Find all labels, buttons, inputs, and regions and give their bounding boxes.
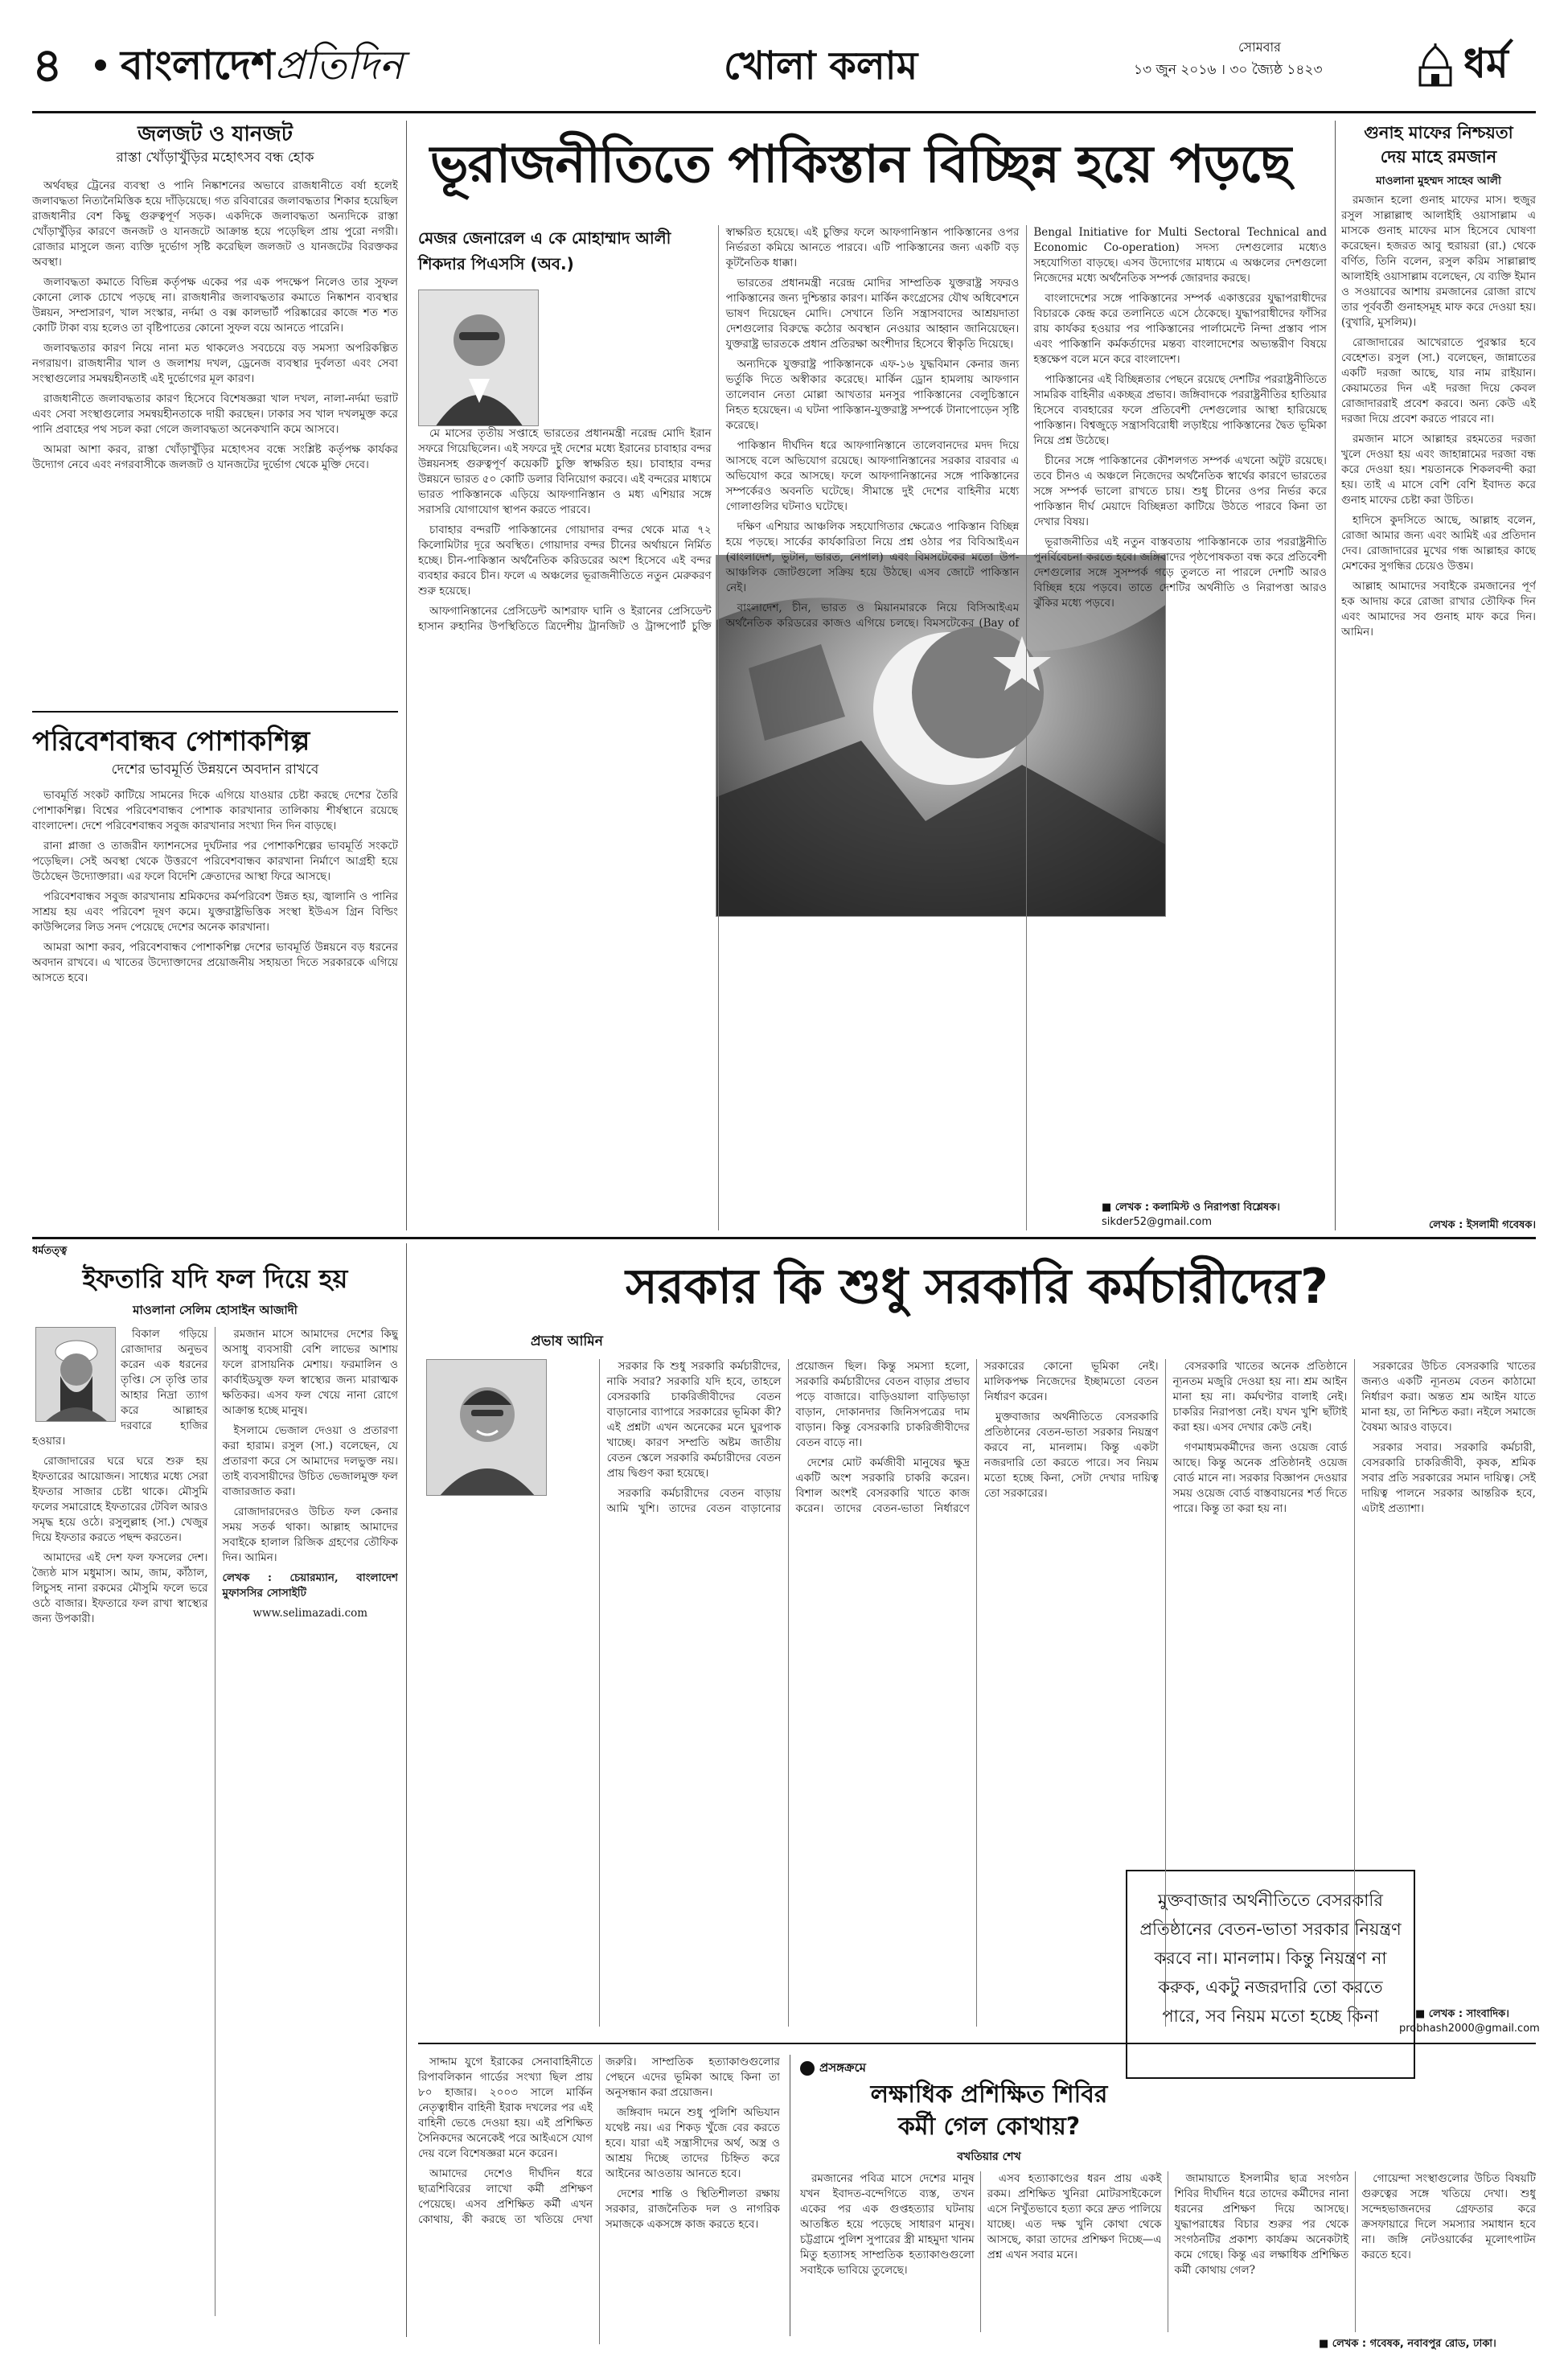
title-line: দেয় মাহে রমজান [1380,147,1497,166]
paragraph: সরকারের উচিত বেসরকারি খাতের জন্যও একটি ন্যূনতম বেতন কাঠামো নির্ধারণ করা। অন্তত শ্রম আইন যাতে মানা হয়, তা নিশ্চিত করা। নইলে সমাজে বৈষম্য আরও বাড়বে। [1361,1360,1536,1434]
masthead-rule [32,111,1536,113]
paragraph: জঙ্গিবাদ দমনে শুধু পুলিশি অভিযান যথেষ্ট নয়। এর শিকড় খুঁজে বের করতে হবে। যারা এই সন্ত্রাসীদের অর্থ, অস্ত্র ও আশ্রয় দিচ্ছে তাদের চিহ্নিত করে আইনের আওতায় আনতে হবে। [605,2106,780,2180]
mosque-icon [1415,43,1455,88]
paragraph: বেসরকারি খাতের অনেক প্রতিষ্ঠানে ন্যূনতম মজুরি দেওয়া হয় না। শ্রম আইন মানা হয় না। কর্মঘণ্টার বালাই নেই। চাকরির নিরাপত্তা নেই। যখন খুশি ছাঁটাই করা হয়। এসব দেখার কেউ নেই। [1172,1360,1348,1434]
headline-line: কর্মী গেল কোথায়? [897,2113,1081,2141]
paragraph: গণমাধ্যমকর্মীদের জন্য ওয়েজ বোর্ড আছে। কিন্তু অনেক প্রতিষ্ঠানই ওয়েজ বোর্ড মানে না। সরকার বিজ্ঞাপন দেওয়ার সময় ওয়েজ বোর্ড বাস্তবায়নের শর্ত দিতে পারে। কিন্তু তা করা হয় না। [1172,1441,1348,1515]
paragraph: আমাদের দেশেও দীর্ঘদিন ধরে ছাত্রশিবিরের লাখো কর্মী প্রশিক্ষণ পেয়েছে। এসব প্রশিক্ষিত কর্মী এখন কোথায়, কী করছে তা খতিয়ে দেখা জরুরি। সাম্প্রতিক হত্যাকাণ্ডগুলোর পেছনে এদের ভূমিকা আছে কিনা তা অনুসন্ধান করা প্রয়োজন। [418,2056,780,2226]
bottom-writer-tag: ■ লেখক : গবেষক, নবাবপুর রোড, ঢাকা। [1319,2338,1496,2350]
paragraph: রোজাদারের আখেরাতে পুরস্কার হবে বেহেশত। রসুল (সা.) বলেছেন, জান্নাতের একটি দরজা আছে, যার নাম রাইয়ান। কেয়ামতের দিন এই দরজা দিয়ে কেবল রোজাদাররাই প্রবেশ করবে। অন্য কেউ এই দরজা দিয়ে প্রবেশ করতে পারবে না। [1341,336,1536,425]
paragraph: আফগানিস্তানের প্রেসিডেন্ট আশরাফ ঘানি ও ইরানের প্রেসিডেন্ট হাসান রুহানির উপস্থিতিতে ত্রিদেশীয় ট্রানজিট ও ট্রান্সপোর্ট চুক্তি স্বাক্ষরিত হয়েছে। এই চুক্তির ফলে আফগানিস্তান পাকিস্তানের ওপর নির্ভরতা কমিয়ে আনতে পারবে। এটি পাকিস্তানের জন্য একটি বড় কূটনৈতিক ধাক্কা। [418,226,1020,633]
religious-article-author: মাওলানা মুহম্মদ সাহেব আলী [1376,175,1501,187]
bullet-dot [95,60,106,71]
religion-section-title: ধর্ম [1463,40,1508,87]
section-title: খোলা কলাম [724,43,918,88]
paragraph: বাংলাদেশের সঙ্গে পাকিস্তানের সম্পর্ক একাত্তরের যুদ্ধাপরাধীদের বিচারকে কেন্দ্র করে তলানিতে এসে ঠেকেছে। যুদ্ধাপরাধীদের ফাঁসির রায় কার্যকর হওয়ার পর পাকিস্তানের পার্লামেন্টে নিন্দা প্রস্তাব পাস এবং পাকিস্তানি কর্মকর্তাদের মন্তব্য বাংলাদেশের অভ্যন্তরীণ বিষয়ে হস্তক্ষেপ বলে মনে করে বাংলাদেশ। [1033,292,1327,366]
masthead [32,32,1536,105]
paragraph: রোজাদারদেরও উচিত ফল কেনার সময় সতর্ক থাকা। আল্লাহ আমাদের সবাইকে হালাল রিজিক গ্রহণের তৌফিক দিন। আমিন। [222,1505,398,1564]
paragraph: ভারতের প্রধানমন্ত্রী নরেন্দ্র মোদির সাম্প্রতিক যুক্তরাষ্ট্র সফরও পাকিস্তানের জন্য দুশ্চিন্তার কারণ। মার্কিন কংগ্রেসের যৌথ অধিবেশনে ভাষণ দিয়েছেন মোদি। সেখানে তিনি সন্ত্রাসবাদের আশ্রয়দাতা দেশগুলোর বিরুদ্ধে কঠোর অবস্থান নেওয়ার আহ্বান জানিয়েছেন। যুক্তরাষ্ট্র ভারতকে প্রধান প্রতিরক্ষা অংশীদার হিসেবে স্বীকৃতি দিয়েছে। [725,277,1020,351]
paragraph: গোয়েন্দা সংস্থাগুলোর উচিত বিষয়টি গুরুত্বের সঙ্গে খতিয়ে দেখা। শুধু সন্দেহভাজনদের গ্রেফতার করে ক্রসফায়ারে দিলে সমস্যার সমাধান হবে না। জঙ্গি নেটওয়ার্কের মূলোৎপাটন করতে হবে। [1361,2172,1536,2261]
paragraph: অন্যদিকে যুক্তরাষ্ট্র পাকিস্তানকে এফ-১৬ যুদ্ধবিমান কেনার জন্য ভর্তুকি দিতে অস্বীকার করেছে। মার্কিন ড্রোন হামলায় আফগান তালেবান নেতা মোল্লা আখতার মনসুর পাকিস্তানের বেলুচিস্তানে নিহত হয়েছেন। এ ঘটনা পাকিস্তান-যুক্তরাষ্ট্র সম্পর্কে টানাপোড়েন সৃষ্টি করেছে। [725,358,1020,432]
paragraph: আমরা আশা করব, পরিবেশবান্ধব পোশাকশিল্প দেশের ভাবমূর্তি উন্নয়নে বড় ধরনের অবদান রাখবে। এ খাতের উদ্যোক্তাদের প্রয়োজনীয় সহায়তা দিতে সরকারকে এগিয়ে আসতে হবে। [32,941,398,984]
editorial-title: জলজট ও যানজট [138,122,293,146]
paragraph: রোজাদারের ঘরে ঘরে শুরু হয় ইফতারের আয়োজন। সাধ্যের মধ্যে সেরা ইফতার সাজার চেষ্টা থাকে। মৌসুমি ফলের সমারোহে ইফতারের টেবিল আরও সমৃদ্ধ হয়ে ওঠে। রসুলুল্লাহ (সা.) খেজুর দিয়ে ইফতার করতে পছন্দ করতেন। [32,1455,208,1544]
second-writer-email[interactable]: probhash2000@gmail.com [1399,2023,1540,2035]
paragraph: রমজান হলো গুনাহ মাফের মাস। হুজুর রসুল সাল্লাল্লাহু আলাইহি ওয়াসাল্লাম এ মাসকে গুনাহ মাফের মাস হিসেবে ঘোষণা করেছেন। হজরত আবু হুরায়রা (রা.) থেকে বর্ণিত, তিনি বলেন, রসুল করিম সাল্লাল্লাহু আলাইহি ওয়াসাল্লাম বলেছেন, যে ব্যক্তি ইমান ও সওয়াবের আশায় রমজানের রোজা রাখে তার পূর্ববর্তী গুনাহসমূহ মাফ করে দেওয়া হয়। (বুখারি, মুসলিম)। [1341,194,1536,329]
editorial-subtitle: দেশের ভাবমূর্তি উন্নয়নে অবদান রাখবে [111,762,319,778]
paragraph: বিকাল গড়িয়ে রোজাদার অনুভব করেন এক ধরনের তৃপ্তি। সে তৃপ্তি তার আহার নিদ্রা ত্যাগ করে আল্লাহর দরবারে হাজির হওয়ার। [32,1328,208,1448]
lead-writer-tag: ■ লেখক : কলামিস্ট ও নিরাপত্তা বিশ্লেষক। [1102,1201,1280,1214]
paragraph: রমজান মাসে আল্লাহর রহমতের দরজা খুলে দেওয়া হয় এবং জাহান্নামের দরজা বন্ধ করে দেওয়া হয়। শয়তানকে শিকলবন্দী করা হয়। তাই এ মাসে বেশি বেশি ইবাদত করে গুনাহ মাফের চেষ্টা করা উচিত। [1341,433,1536,507]
paragraph: জামায়াতে ইসলামীর ছাত্র সংগঠন শিবির দীর্ঘদিন ধরে তাদের কর্মীদের নানা ধরনের প্রশিক্ষণ দিয়ে আসছে। যুদ্ধাপরাধের বিচার শুরুর পর থেকে সংগঠনটির প্রকাশ্য কার্যক্রম অনেকটাই কমে গেছে। কিন্তু এর লক্ষাধিক প্রশিক্ষিত কর্মী কোথায় গেল? [1174,2172,1349,2277]
issue-date: ১৩ জুন ২০১৬ । ৩০ জ্যৈষ্ঠ ১৪২৩ [1134,62,1323,78]
column-rule [406,1243,407,2337]
second-byline: প্রভাষ আমিন [531,1333,603,1349]
bottom-headline [800,2079,1178,2143]
editorial-jolojot-body [32,179,398,701]
divider [418,2043,1536,2044]
pull-quote-text: মুক্তবাজার অর্থনীতিতে বেসরকারি প্রতিষ্ঠানের বেতন-ভাতা সরকার নিয়ন্ত্রণ করবে না। মানলাম। কিন্তু নিয়ন্ত্রণ না করুক, একটু নজরদারি তো করতে পারে, সব নিয়ম মতো হচ্ছে কিনা [1139,1891,1402,2026]
paper-name-part2: প্রতিদিন [274,42,404,88]
paper-name [121,39,403,92]
paragraph: সাদ্দাম যুগে ইরাকের সেনাবাহিনীতে রিপাবলিকান গার্ডের সংখ্যা ছিল প্রায় ৮০ হাজার। ২০০৩ সালে মার্কিন নেতৃত্বাধীন বাহিনী ইরাক দখলের পর এই বাহিনী ভেঙে দেওয়া হয়। এই প্রশিক্ষিত সৈনিকদের অনেকেই পরে আইএসে যোগ দেয় বলে বিশেষজ্ঞরা মনে করেন। [418,2056,593,2160]
editorial-garments [32,724,398,780]
paragraph: আমাদের এই দেশ ফল ফসলের দেশ। জ্যৈষ্ঠ মাস মধুমাস। আম, জাম, কাঁঠাল, লিচুসহ নানা রকমের মৌসুমি ফলে ভরে ওঠে বাজার। ইফতারে ফল রাখা স্বাস্থ্যের জন্য উপকারী। [32,1551,208,1625]
context-tag [800,2059,866,2079]
religious-article-body [1341,193,1536,1214]
paragraph: দেশের শান্তি ও স্থিতিশীলতা রক্ষায় সরকার, রাজনৈতিক দল ও নাগরিক সমাজকে একসঙ্গে কাজ করতে হবে। [605,2187,780,2231]
bottom-left-body [418,2055,780,2344]
author-note: লেখক : চেয়ারম্যান, বাংলাদেশ মুফাসসির সোসাইটি [222,1571,398,1600]
paragraph: আমরা আশা করব, রাস্তা খোঁড়াখুঁড়ির মহোৎসব বন্ধে সংশ্লিষ্ট কর্তৃপক্ষ কার্যকর উদ্যোগ নেবে এবং নগরবাসীকে জলজট ও যানজটের দুর্ভোগ থেকে মুক্তি দেবে। [32,443,398,471]
photo-spacer [418,1359,593,1504]
paragraph: বাংলাদেশ, চীন, ভারত ও মিয়ানমারকে নিয়ে বিসিআইএম অর্থনৈতিক করিডরের কাজও এগিয়ে চলছে। বিমসটেকের (Bay of Bengal Initiative for Multi Sectoral Technical and Economic Co-operation) সদস্য দেশগুলোর মধ্যেও সহযোগিতা বাড়ছে। এসব উদ্যোগের মাধ্যমে এ অঞ্চলের দেশগুলো নিজেদের মধ্যে অর্থনৈতিক সম্পর্ক জোরদার করছে। [725,226,1327,630]
bottom-article-body [800,2171,1536,2332]
paragraph: হাদিসে কুদসিতে আছে, আল্লাহ বলেন, রোজা আমার জন্য এবং আমিই এর প্রতিদান দেব। রোজাদারের মুখের গন্ধ আল্লাহর কাছে মেশকের সুগন্ধির চেয়েও উত্তম। [1341,514,1536,573]
paragraph: অর্থবছর ট্রেনের ব্যবস্থা ও পানি নিষ্কাশনের অভাবে রাজধানীতে বর্ষা হলেই জলাবদ্ধতা নিত্যনৈমিত্তিক হয়ে দাঁড়িয়েছে। গত রবিবারের জলাবদ্ধতার শিকার হয়েছিল রাজধানীর বেশ কিছু গুরুত্বপূর্ণ সড়ক। একদিকে জলাবদ্ধতা অন্যদিকে রাস্তা খোঁড়াখুঁড়ির কারণে জনজট ও যানজটে আক্রান্ত হয়ে পড়েছিল প্রায় পুরো নগরী। রোজার মাসুলে জন্য ব্যক্তি দুর্ভোগ সৃষ্টি করেছিল জলজট ও যানজটের বিরক্তকর অবস্থা। [32,179,398,269]
lead-headline: ভূরাজনীতিতে পাকিস্তান বিচ্ছিন্ন হয়ে পড়ছে [429,135,1291,195]
paragraph: সরকার সবার। সরকারি কর্মচারী, বেসরকারি চাকরিজীবী, কৃষক, শ্রমিক সবার প্রতি সরকারের সমান দায়িত্ব। সেই দায়িত্ব পালনে সরকার আন্তরিক হবে, এটাই প্রত্যাশা। [1361,1441,1536,1515]
lead-writer-email[interactable]: sikder52@gmail.com [1102,1216,1213,1228]
paragraph: রানা প্লাজা ও তাজরীন ফ্যাশনসের দুর্ঘটনার পর পোশাকশিল্পের ভাবমূর্তি সংকটে পড়েছিল। সেই অবস্থা থেকে উত্তরণে পরিবেশবান্ধব কারখানা নির্মাণে আগ্রহী হয়ে উঠেছেন উদ্যোক্তারা। এর ফলে বিদেশি ক্রেতাদের আস্থা ফিরে আসছে। [32,840,398,883]
paragraph: মে মাসের তৃতীয় সপ্তাহে ভারতের প্রধানমন্ত্রী নরেন্দ্র মোদি ইরান সফরে গিয়েছিলেন। এই সফরে দুই দেশের মধ্যে ইরানের চাবাহার বন্দর উন্নয়নসহ গুরুত্বপূর্ণ কয়েকটি চুক্তি স্বাক্ষরিত হয়। চাবাহার বন্দর উন্নয়নে ভারত ৫০ কোটি ডলার বিনিয়োগ করবে। এই বন্দরের মাধ্যমে ভারত পাকিস্তানকে এড়িয়ে আফগানিস্তান ও মধ্য এশিয়ার সঙ্গে সরাসরি যোগাযোগ স্থাপন করতে পারবে। [418,427,712,516]
article-title: ইফতারি যদি ফল দিয়ে হয় [82,1263,348,1294]
paragraph: রাজধানীতে জলাবদ্ধতার কারণ হিসেবে বিশেষজ্ঞরা খাল দখল, নালা-নর্দমা ভরাট এবং সেবা সংস্থাগুলোর সমন্বয়হীনতাকে দায়ী করছেন। ঢাকার সব খাল দখলমুক্ত করে পানি প্রবাহের পথ সচল করা গেলে জলাবদ্ধতা অনেকখানি কমে আসবে। [32,392,398,436]
paragraph: পরিবেশবান্ধব সবুজ কারখানায় শ্রমিকদের কর্মপরিবেশ উন্নত হয়, জ্বালানি ও পানির সাশ্রয় হয় এবং পরিবেশ দূষণ কমে। যুক্তরাষ্ট্রভিত্তিক সংস্থা ইউএস গ্রিন বিল্ডিং কাউন্সিলের লিড সনদ পেয়েছে দেশের অনেক কারখানা। [32,890,398,934]
paragraph: রমজানের পবিত্র মাসে দেশের মানুষ যখন ইবাদত-বন্দেগিতে ব্যস্ত, তখন একের পর এক গুপ্তহত্যার ঘটনায় আতঙ্কিত হয়ে পড়েছে সাধারণ মানুষ। চট্টগ্রামে পুলিশ সুপারের স্ত্রী মাহমুদা খানম মিতু হত্যাসহ সাম্প্রতিক হত্যাকাণ্ডগুলো সবাইকে ভাবিয়ে তুলেছে। [800,2172,975,2277]
headline-line: লক্ষাধিক প্রশিক্ষিত শিবির [870,2080,1108,2109]
paragraph: সরকার কি শুধু সরকারি কর্মচারীদের, নাকি সবার? সরকারি যদি হবে, তাহলে বেসরকারি চাকরিজীবীদের বেতন বাড়ানোর ব্যাপারে সরকারের ভূমিকা কী? এই প্রশ্নটা এখন অনেকের মনে ঘুরপাক খাচ্ছে। কারণ সম্প্রতি অষ্টম জাতীয় বেতন স্কেলে সরকারি কর্মচারীদের বেতন প্রায় দ্বিগুণ করা হয়েছে। [606,1360,782,1480]
paragraph: পাকিস্তান দীর্ঘদিন ধরে আফগানিস্তানে তালেবানদের মদদ দিয়ে আসছে বলে অভিযোগ রয়েছে। আফগানিস্তানের সরকার বারবার এ অভিযোগ করে আসছে। ফলে আফগানিস্তানের সঙ্গে পাকিস্তানের সম্পর্কেরও অবনতি ঘটেছে। সীমান্তে দুই দেশের বাহিনীর মধ্যে গোলাগুলির ঘটনাও ঘটেছে। [725,439,1020,513]
author-website[interactable]: www.selimazadi.com [252,1607,368,1620]
article-author: মাওলানা সেলিম হোসাইন আজাদী [133,1303,298,1317]
bottom-byline: বখতিয়ার শেখ [957,2150,1021,2163]
religious-writer-tag: লেখক : ইসলামী গবেষক। [1428,1219,1536,1231]
paragraph: পাকিস্তানের এই বিচ্ছিন্নতার পেছনে রয়েছে দেশটির পররাষ্ট্রনীতিতে সামরিক বাহিনীর একচ্ছত্র প্রভাব। জঙ্গিবাদকে পররাষ্ট্রনীতির হাতিয়ার হিসেবে ব্যবহারের ফলে প্রতিবেশী দেশগুলোর আস্থা হারিয়েছে পাকিস্তান। বিশ্বজুড়ে সন্ত্রাসবিরোধী লড়াইয়ে পাকিস্তানের দ্বৈত ভূমিকা নিয়ে প্রশ্ন উঠেছে। [1033,373,1327,447]
paragraph: দেশের মোট কর্মজীবী মানুষের ক্ষুদ্র একটি অংশ সরকারি চাকরি করেন। বিশাল অংশই বেসরকারি খাতে কাজ করেন। তাদের বেতন-ভাতা নির্ধারণে সরকারের কোনো ভূমিকা নেই। মালিকপক্ষ নিজেদের ইচ্ছামতো বেতন নির্ধারণ করেন। [795,1360,1159,1515]
weekday: সোমবার [1238,39,1281,55]
iftar-article-body [32,1327,398,2316]
paragraph: সরকারি কর্মচারীদের বেতন বাড়ায় আমি খুশি। তাদের বেতন বাড়ানোর প্রয়োজন ছিল। কিন্তু সমস্যা হলো, সরকারি কর্মচারীদের বেতন বাড়ার প্রভাব পড়ে বাজারে। বাড়িওয়ালা বাড়িভাড়া বাড়ান, দোকানদার জিনিসপত্রের দাম বাড়ান। কিন্তু বেসরকারি চাকরিজীবীদের বেতন বাড়ে না। [606,1360,970,1515]
editorial-garments-body [32,788,398,1230]
paragraph: আল্লাহ আমাদের সবাইকে রমজানের পূর্ণ হক আদায় করে রোজা রাখার তৌফিক দিন এবং আমাদের সব গুনাহ মাফ করে দিন। আমিন। [1341,580,1536,639]
column-rule [406,121,407,1230]
paragraph: ভূরাজনীতির এই নতুন বাস্তবতায় পাকিস্তানকে তার পররাষ্ট্রনীতি পুনর্বিবেচনা করতে হবে। জঙ্গিবাদের পৃষ্ঠপোষকতা বন্ধ করে প্রতিবেশী দেশগুলোর সঙ্গে সুসম্পর্ক গড়ে তুলতে না পারলে দেশটি আরও বিচ্ছিন্ন হয়ে পড়বে। তাতে দেশটির অর্থনীতি ও নিরাপত্তা আরও ঝুঁকির মধ্যে পড়বে। [1033,536,1327,610]
paragraph: এসব হত্যাকাণ্ডের ধরন প্রায় একই রকম। প্রশিক্ষিত খুনিরা মোটরসাইকেলে এসে নিখুঁতভাবে হত্যা করে দ্রুত পালিয়ে যাচ্ছে। এত দক্ষ খুনি কোথা থেকে আসছে, কারা তাদের প্রশিক্ষণ দিচ্ছে—এ প্রশ্ন এখন সবার মনে। [987,2172,1162,2261]
editorial-jolojot [32,121,398,172]
divider [32,1237,1536,1239]
paragraph: মুক্তবাজার অর্থনীতিতে বেসরকারি প্রতিষ্ঠানের বেতন-ভাতা সরকার নিয়ন্ত্রণ করবে না, মানলাম। কিন্তু একটা নজরদারি তো করতে পারে। সব নিয়ম মতো হচ্ছে কিনা, সেটা দেখার দায়িত্ব তো সরকারের। [983,1411,1159,1500]
paragraph: দক্ষিণ এশিয়ার আঞ্চলিক সহযোগিতার ক্ষেত্রেও পাকিস্তান বিচ্ছিন্ন হয়ে পড়ছে। সার্কের কার্যকারিতা নিয়ে প্রশ্ন ওঠার পর বিবিআইএন (বাংলাদেশ, ভুটান, ভারত, নেপাল) এবং বিমসটেকের মতো উপ-আঞ্চলিক জোটগুলো সক্রিয় হয়ে উঠছে। এসব জোটে পাকিস্তান নেই। [725,520,1020,594]
divider [32,711,398,713]
page-number: ৪ [32,38,63,92]
second-article-body [418,1359,1536,2027]
paragraph: চাবাহার বন্দরটি পাকিস্তানের গোয়াদার বন্দর থেকে মাত্র ৭২ কিলোমিটার দূরে অবস্থিত। গোয়াদার বন্দর চীনের অর্থায়নে নির্মিত হচ্ছে। চীন-পাকিস্তান অর্থনৈতিক করিডরের অংশ হিসেবে এই বন্দর ব্যবহার করবে চীন। ফলে এ অঞ্চলের ভূরাজনীতিতে নতুন মেরুকরণ শুরু হয়েছে। [418,524,712,598]
byline-spacer [418,225,712,426]
context-icon [800,2061,815,2076]
editorial-title: পরিবেশবান্ধব পোশাকশিল্প [32,725,310,758]
column-rule [1335,121,1336,1230]
second-writer-tag: ■ লেখক : সাংবাদিক। [1415,2008,1509,2020]
section-tag: ধর্মতত্ত্ব [32,1245,68,1257]
photo-wrap-spacer [32,1327,121,1427]
paragraph: ভাবমূর্তি সংকট কাটিয়ে সামনের দিকে এগিয়ে যাওয়ার চেষ্টা করছে দেশের তৈরি পোশাকশিল্প। বিশ্বের পরিবেশবান্ধব পোশাক কারখানার তালিকায় শীর্ষস্থানে রয়েছে বাংলাদেশ। দেশে পরিবেশবান্ধব সবুজ কারখানার সংখ্যা দিন দিন বাড়ছে। [32,789,398,832]
context-tag-label: প্রসঙ্গক্রমে [819,2060,866,2075]
paragraph: রমজান মাসে আমাদের দেশের কিছু অসাধু ব্যবসায়ী বেশি লাভের আশায় ফলে রাসায়নিক মেশায়। ফরমালিন ও কার্বাইডযুক্ত ফল স্বাস্থ্যের জন্য মারাত্মক ক্ষতিকর। এসব ফল খেয়ে নানা রোগে আক্রান্ত হচ্ছে মানুষ। [222,1328,398,1417]
paragraph: চীনের সঙ্গে পাকিস্তানের কৌশলগত সম্পর্ক এখনো অটুট রয়েছে। তবে চীনও এ অঞ্চলে নিজেদের অর্থনৈতিক স্বার্থের কারণে ভারতের সঙ্গে সম্পর্ক ভালো রাখতে চায়। শুধু চীনের ওপর নির্ভর করে পাকিস্তান দীর্ঘ মেয়াদে বিচ্ছিন্নতা কাটিয়ে উঠতে পারবে কিনা তা দেখার বিষয়। [1033,454,1327,528]
religious-article-title [1341,121,1536,169]
title-line: গুনাহ মাফের নিশ্চয়তা [1364,123,1513,142]
paragraph: জলাবদ্ধতা কমাতে বিভিন্ন কর্তৃপক্ষ একের পর এক পদক্ষেপ নিলেও তার সুফল কোনো লোক চোখে পড়ছে না। রাজধানীর জলাবদ্ধতার কমাতে নিষ্কাশন ব্যবস্থার উন্নয়ন, সম্প্রসারণ, খাল সংস্কার, নর্দমা ও বক্স কালভার্ট পরিষ্কারের কাজে শত শত কোটি টাকা ব্যয় হলেও তা বৃষ্টিপাতের কোনো সুফল বয়ে আনতে পারেনি। [32,276,398,335]
paragraph: জলাবদ্ধতার কারণ নিয়ে নানা মত থাকলেও সবচেয়ে বড় সমস্যা অপরিকল্পিত নগরায়ণ। রাজধানীর খাল ও জলাশয় দখল, ড্রেনেজ ব্যবস্থার দুর্বলতা এবং সেবা সংস্থাগুলোর সমন্বয়হীনতাই এই দুর্ভোগের মূল কারণ। [32,342,398,385]
second-headline: সরকার কি শুধু সরকারি কর্মচারীদের? [626,1259,1328,1315]
lead-article-body [418,225,1327,1230]
paper-name-part1: বাংলাদেশ [121,42,275,88]
paragraph: ইসলামে ভেজাল দেওয়া ও প্রতারণা করা হারাম। রসুল (সা.) বলেছেন, যে প্রতারণা করে সে আমাদের দলভুক্ত নয়। তাই ব্যবসায়ীদের উচিত ভেজালমুক্ত ফল বাজারজাত করা। [222,1424,398,1498]
lead-byline: মেজর জেনারেল এ কে মোহাম্মাদ আলী শিকদার পিএসসি (অব.) [418,228,671,273]
editorial-subtitle: রাস্তা খোঁড়াখুঁড়ির মহোৎসব বন্ধ হোক [116,150,314,166]
